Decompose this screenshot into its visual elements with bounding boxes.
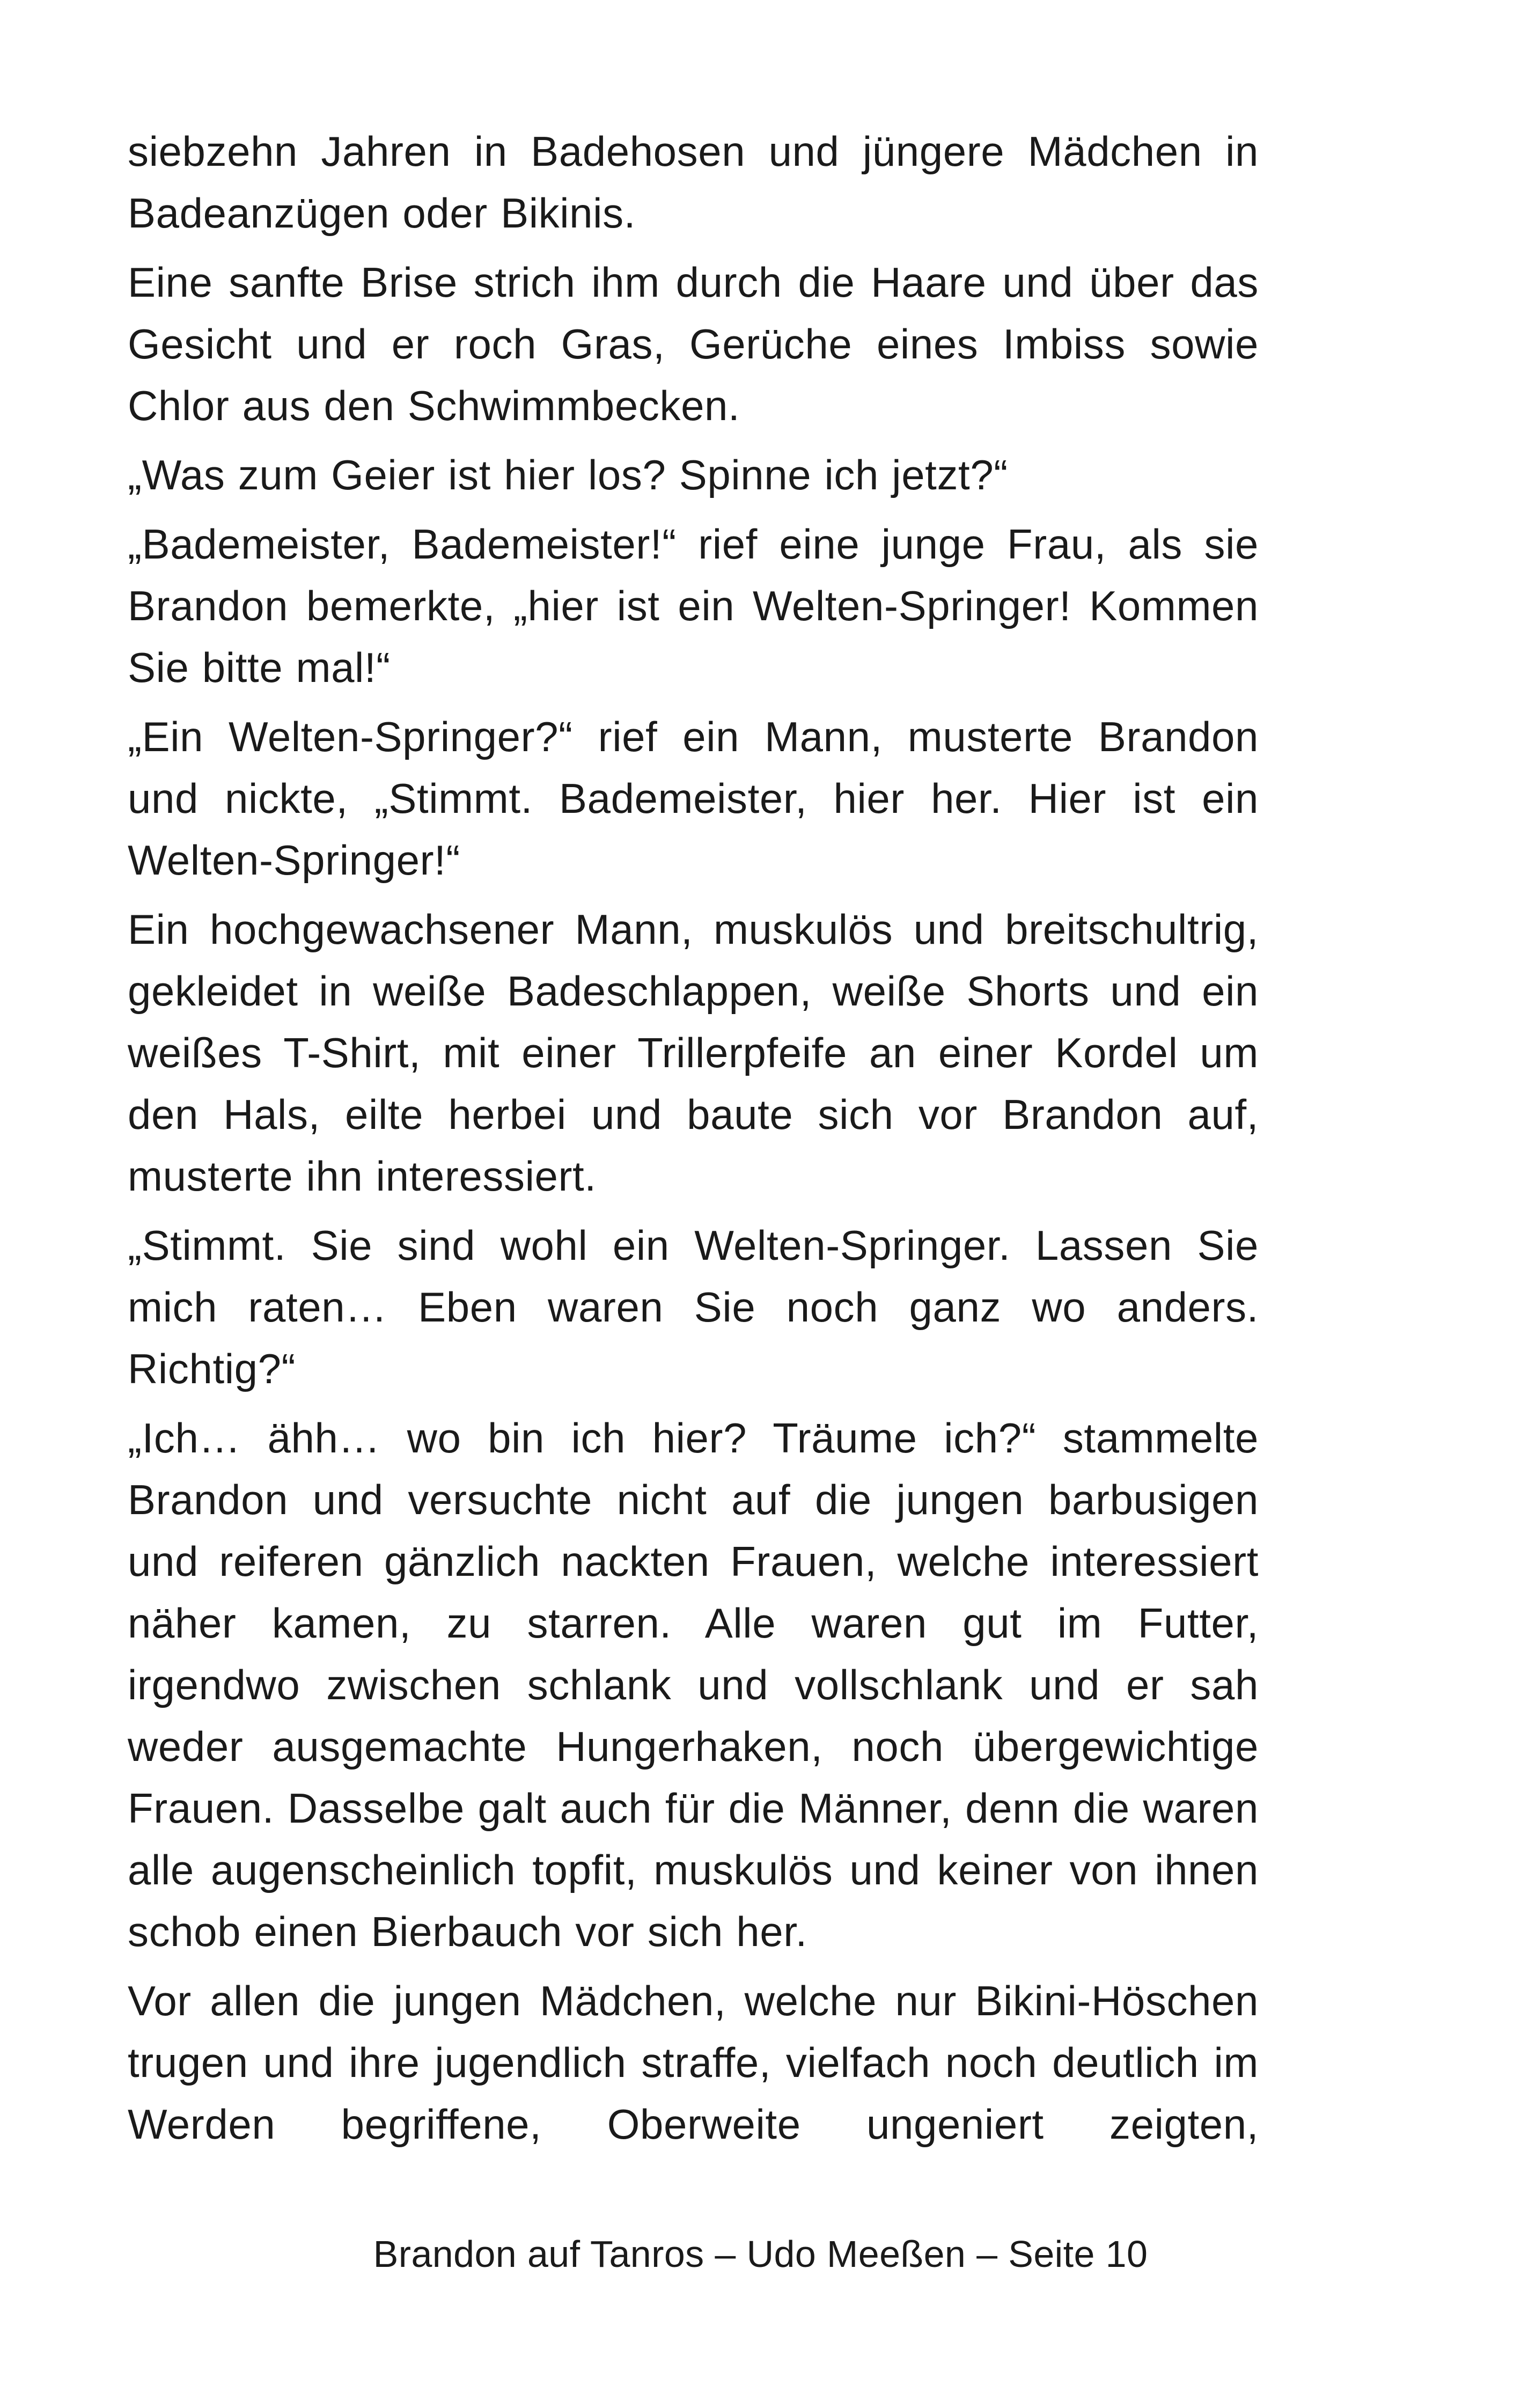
paragraph: Ein hochgewachsener Mann, muskulös und breitschultrig, gekleidet in weiße Badeschlappen, weiße Shorts und ein weißes T-Shirt, mit einer Trillerpfeife an einer Kordel um den Hals, eilte herbei und baute sich vor Brandon auf, musterte ihn interessiert. (128, 906, 1259, 1200)
paragraph: „Bademeister, Bademeister!“ rief eine junge Frau, als sie Brandon bemerkte, „hier ist ein Welten-Springer! Kommen Sie bitte mal!“ (128, 520, 1259, 691)
paragraph: „Ich… ähh… wo bin ich hier? Träume ich?“ stammelte Brandon und versuchte nicht auf die jungen barbusigen und reiferen gänzlich nackten Frauen, welche interessiert näher kamen, zu starren. Alle waren gut im Futter, irgendwo zwischen schlank und vollschlank und er sah weder ausgemachte Hungerhaken, noch übergewichtige Frauen. Dasselbe galt auch für die Männer, denn die waren alle augenscheinlich topfit, muskulös und keiner von ihnen schob einen Bierbauch vor sich her. (128, 1414, 1259, 1955)
paragraph: „Was zum Geier ist hier los? Spinne ich jetzt?“ (128, 451, 1008, 498)
page-footer: Brandon auf Tanros – Udo Meeßen – Seite 10 (373, 2233, 1148, 2275)
paragraph: Eine sanfte Brise strich ihm durch die Haare und über das Gesicht und er roch Gras, Gerüche eines Imbiss sowie Chlor aus den Schwimmbecken. (128, 259, 1259, 429)
paragraph: „Ein Welten-Springer?“ rief ein Mann, musterte Brandon und nickte, „Stimmt. Bademeister, hier her. Hier ist ein Welten-Springer!“ (128, 713, 1259, 884)
paragraph: „Stimmt. Sie sind wohl ein Welten-Springer. Lassen Sie mich raten… Eben waren Sie noch ganz wo anders. Richtig?“ (128, 1222, 1259, 1392)
paragraph: Vor allen die jungen Mädchen, welche nur Bikini-Höschen trugen und ihre jugendlich straffe, vielfach noch deutlich im Werden begriffene, Oberweite ungeniert zeigten, (128, 1977, 1259, 2148)
paragraph: siebzehn Jahren in Badehosen und jüngere Mädchen in Badeanzügen oder Bikinis. (128, 128, 1259, 237)
body-text (128, 121, 1259, 2163)
